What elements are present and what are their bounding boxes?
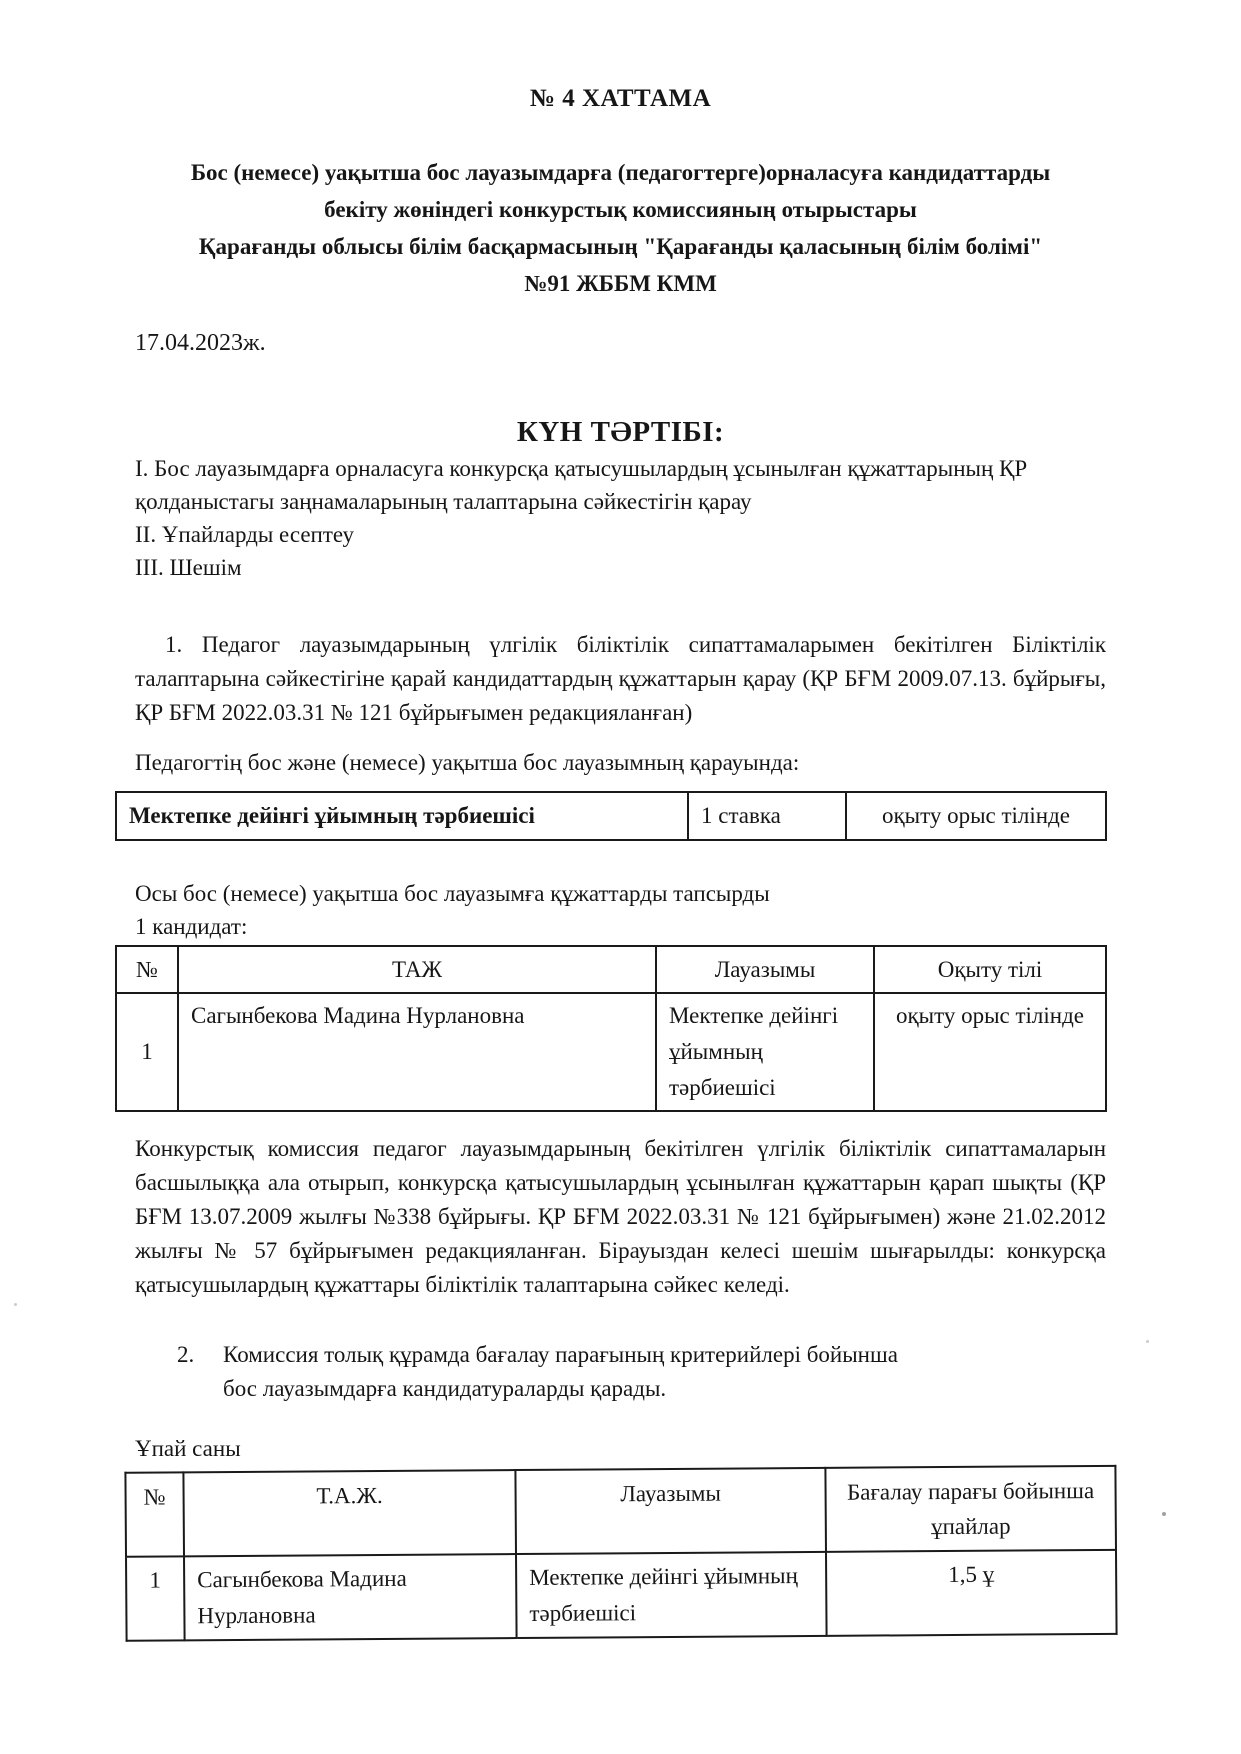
candidate-position-cell: Мектепке дейінгі ұйымның тәрбиешісі [656,993,874,1111]
page-title: № 4 ХАТТАМА [529,85,712,112]
subtitle-line: №91 ЖББМ КММ [524,271,717,296]
vacancy-position-cell: Мектепке дейінгі ұйымның тәрбиешісі [116,792,688,840]
table-header-row [125,1466,1116,1557]
column-header-language: Оқыту тілі [874,946,1106,993]
agenda-item: III. Шешім [135,555,242,580]
score-value-cell: 1,5 ұ [826,1550,1117,1636]
document-subtitle [135,154,1106,302]
column-header-num: № [116,946,178,993]
paragraph-qualification-review: 1. Педагог лауазымдарының үлгілік біліктілік сипаттамаларымен бекітілген Біліктілік талаптарына сәйкестігіне қарай кандидаттардың құжаттарын қарау (ҚР БҒМ 2009.07.13. бұйрығы, ҚР БҒМ 2022.03.31 № 121 бұйрығымен редакцияланған) [135,632,1106,725]
candidate-language-cell: оқыту орыс тілінде [874,993,1106,1111]
item-text: Комиссия толық құрамда бағалау парағының критерийлері бойынша бос лауазымдарға кандидатураларды қарады. [223,1342,898,1401]
table-row [126,1550,1117,1641]
column-header-num: № [125,1472,184,1556]
document-date: 17.04.2023ж. [135,330,266,356]
column-header-score: Бағалау парағы бойынша ұпайлар [825,1466,1116,1552]
table-row [116,993,1106,1111]
item-number: 2. [177,1342,195,1367]
candidates-intro-line: 1 кандидат: [135,914,248,939]
candidates-intro-line: Осы бос (немесе) уақытша бос лауазымға құжаттарды тапсырды [135,881,770,906]
candidates-table [115,945,1107,1112]
agenda-item: II. Ұпайларды есептеу [135,522,355,547]
subtitle-line: Бос (немесе) уақытша бос лауазымдарға (педагогтерге)орналасуға кандидаттарды [190,160,1051,185]
scores-table [124,1465,1117,1642]
table-header-row [116,946,1106,993]
subtitle-line: Қарағанды облысы білім басқармасының "Қарағанды қаласының білім болімі" [198,234,1043,259]
agenda-heading: КҮН ТӘРТІБІ: [516,416,725,448]
agenda-item: I. Бос лауазымдарға орналасуга конкурсқа қатысушылардың ұсынылған құжаттарының ҚР қолданыстагы заңнамаларының талаптарына сәйкестігін қарау [135,456,1028,514]
column-header-position: Лауазымы [656,946,874,993]
agenda-item-2 [135,1338,1106,1406]
vacancy-intro-text: Педагогтің бос және (немесе) уақытша бос лауазымның қарауында: [135,750,800,775]
scan-speck [1146,1340,1149,1343]
table-row [116,792,1106,840]
vacancy-table [115,791,1107,841]
column-header-name: Т.А.Ж. [183,1470,516,1556]
candidate-name-cell: Сагынбекова Мадина Нурлановна [178,993,656,1111]
vacancy-language-cell: оқыту орыс тілінде [846,792,1106,840]
vacancy-rate-cell: 1 ставка [688,792,846,840]
column-header-name: ТАЖ [178,946,656,993]
column-header-position: Лауазымы [515,1468,826,1554]
scan-speck [14,1303,17,1306]
score-position-cell: Мектепке дейінгі ұйымның тәрбиешісі [516,1552,827,1638]
scores-label: Ұпай саны [135,1436,241,1461]
agenda-list [135,452,1106,584]
candidates-intro [135,877,1106,943]
score-name-cell: Сагынбекова Мадина Нурлановна [184,1554,517,1640]
candidate-num-cell: 1 [116,993,178,1111]
subtitle-line: бекіту жөніндегі конкурстық комиссияның отырыстары [324,197,917,222]
score-num-cell: 1 [126,1556,185,1640]
paragraph-commission-decision: Конкурстық комиссия педагог лауазымдарының бекітілген үлгілік біліктілік сипаттамаларын басшылыққа ала отырып, конкурсқа қатысушылардың ұсынылған құжаттарын қарап шықты (ҚР БҒМ 13.07.2009 жылғы №338 бұйрығы. ҚР БҒМ 2022.03.31 № 121 бұйрығымен) және 21.02.2012 жылғы № 57 бұйрығымен редакцияланған. Бірауыздан келесі шешім шығарылды: конкурсқа қатысушылардың құжаттары біліктілік талаптарына сәйкес келеді. [135,1136,1106,1297]
scan-speck [1162,1512,1166,1516]
